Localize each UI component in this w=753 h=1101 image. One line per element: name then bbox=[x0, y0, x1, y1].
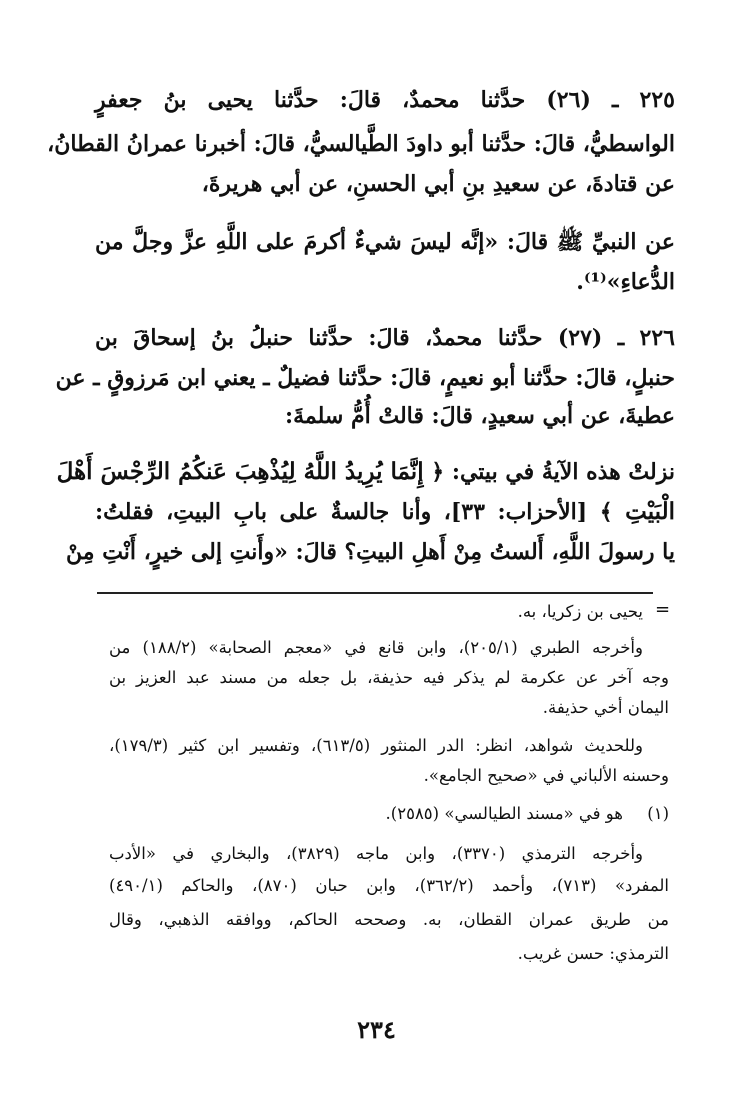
footnote-line-1: يحيى بن زكريا، به. bbox=[517, 602, 643, 621]
footnote-line-2: وأخرجه الطبري (٢٠٥/١)، وابن قانع في «معجم الصحابة» (١٨٨/٢) من bbox=[109, 638, 643, 657]
hadith-225-line-2: الواسطيُّ، قالَ: حدَّثنا أبو داودَ الطَّيالسيُّ، قالَ: أخبرنا عمرانُ القطانُ، bbox=[47, 131, 675, 157]
footnote-line-3: وجه آخر عن عكرمة لم يذكر فيه حذيفة، بل جعله من مسند عبد العزيز بن bbox=[109, 668, 669, 687]
footnote-1-number: (١) bbox=[647, 804, 669, 823]
page-number: ٢٣٤ bbox=[357, 1015, 396, 1044]
footnote-1-line-2: وأخرجه الترمذي (٣٣٧٠)، وابن ماجه (٣٨٢٩)، والبخاري في «الأدب bbox=[109, 844, 643, 863]
hadith-226-line-4-prefix: نزلتْ هذه الآيةُ في بيتي: ﴿ bbox=[431, 459, 675, 485]
quran-verse-part-2: الْبَيْتِ bbox=[625, 498, 675, 525]
hadith-225-line-3: عن قتادةَ، عن سعيدِ بنِ أبي الحسنِ، عن أبي هريرةَ، bbox=[201, 171, 675, 197]
hadith-225-line-5: الدُّعاءِ»⁽¹⁾. bbox=[576, 269, 675, 295]
hadith-226-line-1: ٢٢٦ ـ (٢٧) حدَّثنا محمدٌ، قالَ: حدَّثنا حنبلُ بنُ إسحاقَ بن bbox=[95, 325, 675, 351]
hadith-226-line-6: يا رسولَ اللَّهِ، أَلستُ مِنْ أَهلِ البيتِ؟ قالَ: «وأَنتِ إلى خيرٍ، أَنْتِ مِنْ bbox=[66, 539, 675, 565]
hadith-226-line-5 bbox=[95, 492, 675, 532]
footnote-divider bbox=[97, 592, 653, 594]
hadith-226-line-5-rest: ﴾ [الأحزاب: ٣٣]، وأنا جالسةٌ على بابِ البيتِ، فقلتُ: bbox=[95, 499, 613, 525]
quran-verse-part-1: إِنَّمَا يُرِيدُ اللَّهُ لِيُذْهِبَ عَنكُمُ الرِّجْسَ أَهْلَ bbox=[56, 458, 424, 485]
footnote-1-line-1: هو في «مسند الطيالسي» (٢٥٨٥). bbox=[385, 804, 623, 823]
hadith-225-line-4: عن النبيِّ ﷺ قالَ: «إنَّه ليسَ شيءٌ أكرمَ على اللَّهِ عزَّ وجلَّ من bbox=[95, 229, 675, 255]
continuation-mark: = bbox=[655, 599, 671, 620]
hadith-226-line-3: عطيةَ، عن أبي سعيدٍ، قالَ: قالتْ أُمُّ سلمةَ: bbox=[284, 403, 675, 429]
hadith-226-line-4 bbox=[56, 452, 675, 492]
footnote-1-line-3: المفرد» (٧١٣)، وأحمد (٣٦٢/٢)، وابن حبان (٨٧٠)، والحاكم (٤٩٠/١) bbox=[109, 876, 669, 895]
footnote-1-line-4: من طريق عمران القطان، به. وصححه الحاكم، ووافقه الذهبي، وقال bbox=[109, 910, 669, 929]
footnote-line-6: وحسنه الألباني في «صحيح الجامع». bbox=[423, 766, 669, 785]
hadith-226-line-2: حنبلٍ، قالَ: حدَّثنا أبو نعيمٍ، قالَ: حدَّثنا فضيلٌ ـ يعني ابن مَرزوقٍ ـ عن bbox=[55, 365, 675, 391]
footnote-line-5: وللحديث شواهد، انظر: الدر المنثور (٦١٣/٥)، وتفسير ابن كثير (١٧٩/٣)، bbox=[109, 736, 643, 755]
footnote-1-line-5: الترمذي: حسن غريب. bbox=[517, 944, 669, 963]
hadith-225-line-1: ٢٢٥ ـ (٢٦) حدَّثنا محمدٌ، قالَ: حدَّثنا يحيى بنُ جعفرٍ bbox=[95, 87, 675, 113]
footnote-line-4: اليمان أخي حذيفة. bbox=[542, 698, 669, 717]
